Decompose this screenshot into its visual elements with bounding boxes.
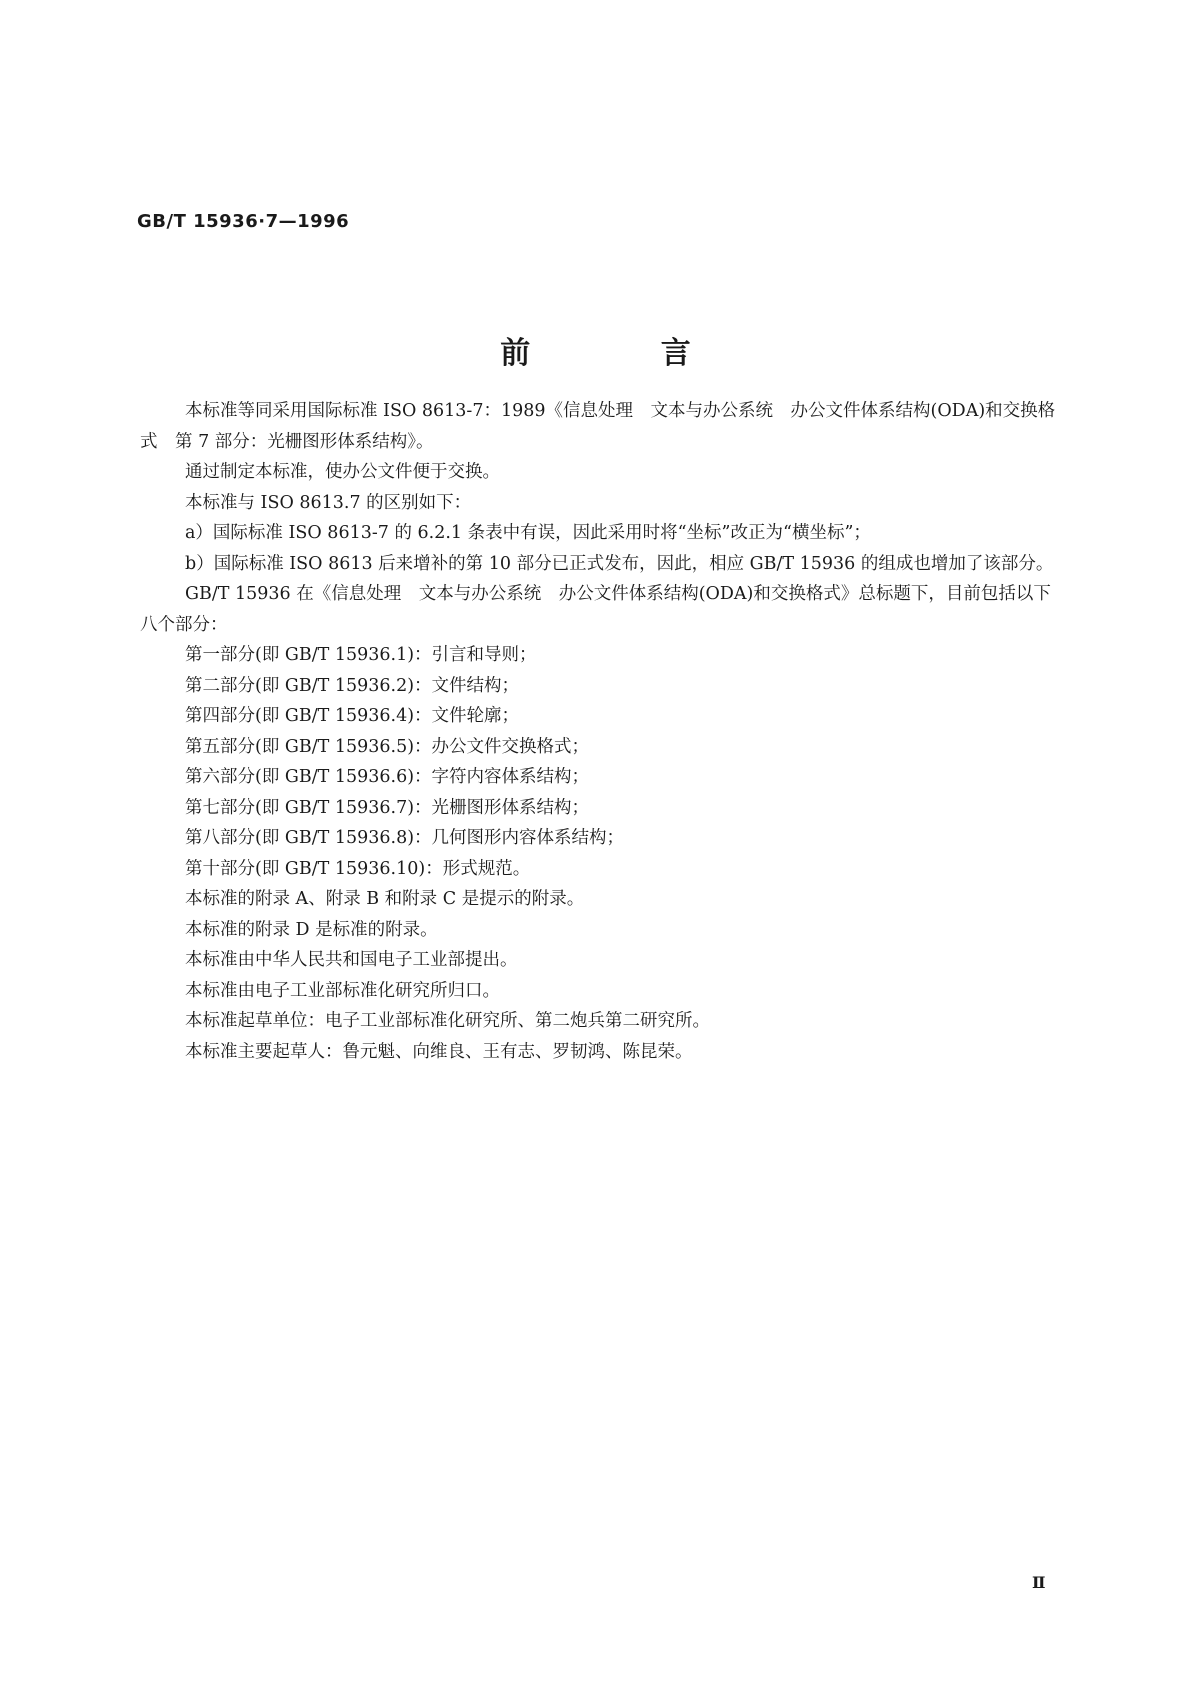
standard-code: GB/T 15936·7—1996 [137, 211, 350, 232]
page-number: Ⅱ [1032, 1573, 1046, 1592]
list-item: 第四部分(即 GB/T 15936.4)：文件轮廓； [185, 706, 520, 726]
preface-body [140, 396, 1062, 1067]
paragraph: 本标准等同采用国际标准 ISO 8613-7：1989《信息处理 文本与办公系统 办公文件体系结构(ODA)和交换格式 第 7 部分：光栅图形体系结构》。 [140, 401, 1056, 452]
list-item: 第一部分(即 GB/T 15936.1)：引言和导则； [185, 645, 537, 665]
paragraph: 本标准的附录 A、附录 B 和附录 C 是提示的附录。 [185, 889, 585, 909]
paragraph: a）国际标准 ISO 8613-7 的 6.2.1 条表中有误，因此采用时将“坐标”改正为“横坐标”； [185, 523, 871, 543]
list-item: 第六部分(即 GB/T 15936.6)：字符内容体系结构； [185, 767, 590, 787]
paragraph: 本标准的附录 D 是标准的附录。 [185, 919, 438, 940]
list-item: 第十部分(即 GB/T 15936.10)：形式规范。 [185, 858, 531, 879]
list-item: 第七部分(即 GB/T 15936.7)：光栅图形体系结构； [185, 797, 590, 818]
list-item: 第五部分(即 GB/T 15936.5)：办公文件交换格式； [185, 736, 590, 757]
list-item: 第八部分(即 GB/T 15936.8)：几何图形内容体系结构； [185, 828, 625, 848]
list-item: 第二部分(即 GB/T 15936.2)：文件结构； [185, 675, 520, 696]
paragraph: GB/T 15936 在《信息处理 文本与办公系统 办公文件体系结构(ODA)和交换格式》总标题下，目前包括以下八个部分： [140, 584, 1051, 635]
paragraph: 本标准由中华人民共和国电子工业部提出。 [185, 950, 518, 970]
page-title: 前 言 [500, 336, 751, 371]
paragraph: 本标准由电子工业部标准化研究所归口。 [185, 980, 500, 1001]
paragraph: 本标准主要起草人：鲁元魁、向维良、王有志、罗韧鸿、陈昆荣。 [185, 1041, 693, 1062]
paragraph: 本标准与 ISO 8613.7 的区别如下： [185, 492, 472, 513]
paragraph: 本标准起草单位：电子工业部标准化研究所、第二炮兵第二研究所。 [185, 1011, 710, 1031]
paragraph: 通过制定本标准，使办公文件便于交换。 [185, 462, 500, 482]
paragraph: b）国际标准 ISO 8613 后来增补的第 10 部分已正式发布，因此，相应 GB/T 15936 的组成也增加了该部分。 [185, 553, 1054, 574]
